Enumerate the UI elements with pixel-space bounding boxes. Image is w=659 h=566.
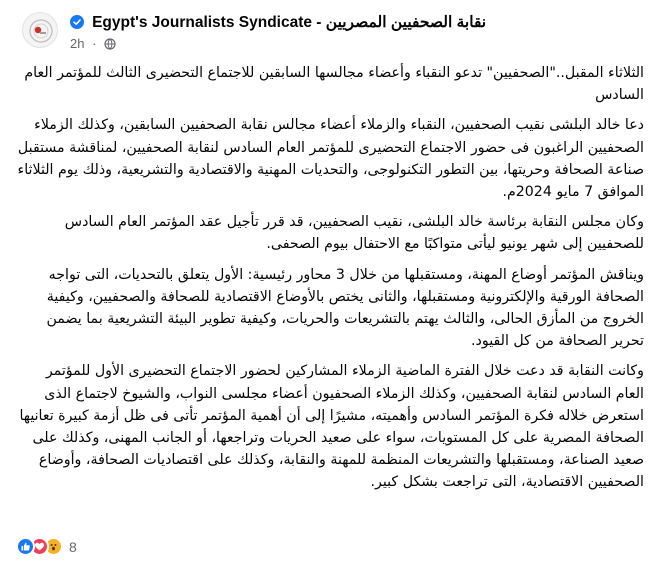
meta-separator: · [92, 36, 97, 51]
page-name-row [70, 12, 486, 32]
page-name-link[interactable]: Egypt's Journalists Syndicate - نقابة الصحفيين المصريين [92, 14, 487, 31]
page-avatar[interactable] [22, 12, 58, 48]
post-paragraph: وكان مجلس النقابة برئاسة خالد البلشى، نقيب الصحفيين، قد قرر تأجيل عقد المؤتمر العام السادس للصحفيين إلى شهر يونيو ليأتى متواكبًا مع الاحتفال بيوم الصحفى. [64, 214, 644, 253]
verified-badge-icon [70, 15, 84, 29]
like-icon [16, 537, 35, 556]
globe-icon[interactable] [104, 38, 116, 53]
post-timestamp[interactable]: 2h [70, 36, 85, 51]
reactions-summary[interactable] [16, 536, 77, 558]
post-paragraph: ويناقش المؤتمر أوضاع المهنة، ومستقبلها من خلال 3 محاور رئيسية: الأول يتعلق بالتحديات، التى تواجه الصحافة الورقية والإلكترونية ومستقبلها، والثانى يختص بالأوضاع الاقتصادية للصحافة والصحفيين، وكيفية الخروج من المأزق الحالى، والثالث يهتم بالتشريعات والحريات، وكيفية تطوير البيئة التشريعية بما يضمن تحرير الصحافة من كل القيود. [46, 266, 644, 350]
post-body [14, 62, 644, 502]
post-paragraph: دعا خالد البلشى نقيب الصحفيين، النقباء والزملاء أعضاء مجالس نقابة الصحفيين السابقين، وكذلك الزملاء الصحفيين الراغبون فى حضور الاجتماع التحضيرى للمؤتمر العام السادس لنقابة الصحفيين، لمناقشة مستقبل صناعة الصحافة وحريتها، بين التطور التكنولوجى، والتحديات المهنية والاقتصادية والتشريعية، وذلك يوم الثلاثاء الموافق 7 مايو 2024م. [17, 117, 644, 201]
reaction-count[interactable]: 8 [69, 538, 77, 555]
post-meta [70, 36, 116, 53]
syndicate-logo-icon [23, 13, 58, 48]
post-header [8, 6, 651, 54]
post-paragraph: وكانت النقابة قد دعت خلال الفترة الماضية الزملاء المشاركين لحضور الاجتماع التحضيرى الأول للمؤتمر العام السادس لنقابة الصحفيين، وكذلك الزملاء الصحفيون أعضاء مجلسى النواب، والشيوخ لاجتماع الذى استعرض خلاله فكرة المؤتمر السادس وأهميته، مشيرًا إلى أن أهمية المؤتمر تأتى فى ظل أزمة كبيرة تعانيها الصحافة المصرية على كل المستويات، سواء على صعيد الحريات وتراجعها، أو الجانب المهنى، وكذلك على صعيد الصناعة، ومستقبلها والتشريعات المنظمة للمهنة والنقابة، وكذلك على اقتصاديات الصحافة، وأوضاع الصحفيين الاقتصادية، التى تراجعت بشكل كبير. [19, 363, 644, 491]
post-paragraph-title: الثلاثاء المقبل.."الصحفيين" تدعو النقباء وأعضاء مجالسها السابقين للاجتماع التحضيرى الثالث للمؤتمر العام السادس [24, 65, 644, 104]
